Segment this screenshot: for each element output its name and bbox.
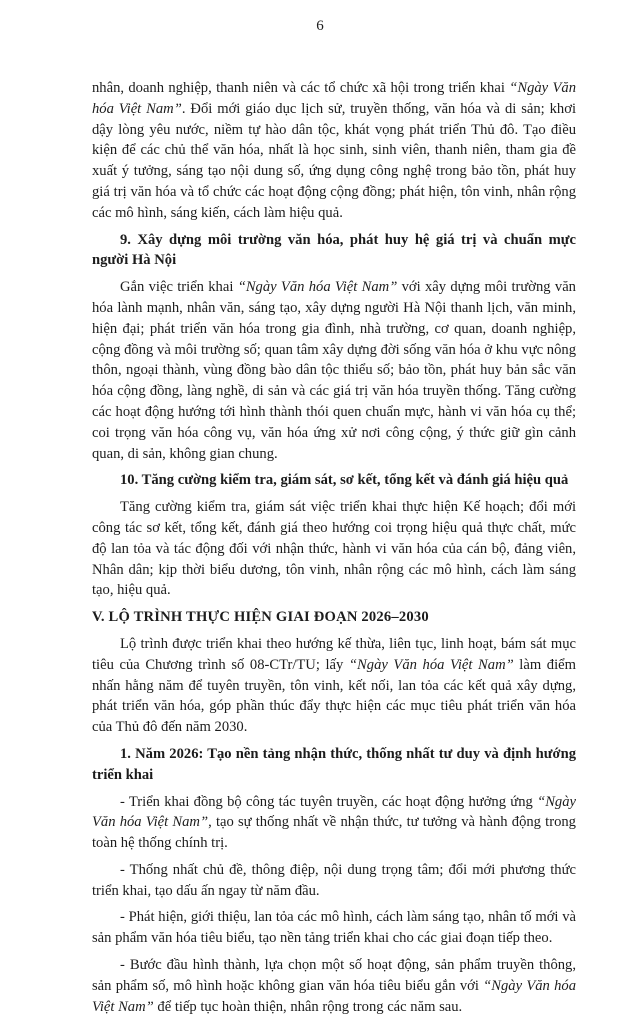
italic-phrase: “Ngày Văn hóa Việt Nam”: [237, 279, 398, 296]
paragraph-text: để tiếp tục hoàn thiện, nhân rộng trong các năm sau.: [153, 998, 463, 1015]
document-body: [92, 78, 576, 1023]
subheading-10: 10. Tăng cường kiểm tra, giám sát, sơ kết, tổng kết và đánh giá hiệu quả: [120, 472, 569, 489]
paragraph: [92, 634, 576, 738]
paragraph-text: . Đổi mới giáo dục lịch sử, truyền thống, văn hóa và di sản; khơi dậy lòng yêu nước, niềm tự hào dân tộc, khát vọng phát triển Thủ đô. Tạo điều kiện để các chủ thể văn hóa, nhất là học sinh, sinh viên, thanh niên, tham gia đề xuất ý tưởng, sáng tạo nội dung số, ứng dụng công nghệ trong bảo tồn, phát huy giá trị văn hóa và tổ chức các hoạt động cộng đồng; phát hiện, tôn vinh, nhân rộng các mô hình, sáng kiến, cách làm hiệu quả.: [92, 100, 577, 221]
paragraph-text: Lộ trình được triển khai theo hướng kế thừa, liên tục, linh hoạt, bám sát mục tiêu của Chương trình số 08-CTr/TU; lấy: [92, 635, 576, 673]
italic-phrase: “Ngày Văn hóa Việt Nam”: [92, 977, 576, 1015]
list-item: - Thống nhất chủ đề, thông điệp, nội dung trọng tâm; đổi mới phương thức triển khai, tạo dấu ấn ngay từ năm đầu.: [92, 861, 576, 899]
paragraph-continuation: [92, 78, 576, 224]
page-number: 6: [316, 18, 324, 34]
list-item: - Phát hiện, giới thiệu, lan tỏa các mô hình, cách làm sáng tạo, nhân tố mới và sản phẩm văn hóa tiêu biểu, tạo nền tảng triển khai cho các giai đoạn tiếp theo.: [92, 909, 576, 947]
italic-phrase: “Ngày Văn hóa Việt Nam”: [92, 80, 577, 117]
paragraph-text: , tạo sự thống nhất về nhận thức, tư tưởng và hành động trong toàn hệ thống chính trị.: [92, 814, 576, 852]
paragraph-text: làm điểm nhấn hằng năm để tuyên truyền, tôn vinh, kết nối, lan tỏa các kết quả xây dựng, phát triển văn hóa, góp phần thúc đẩy thực hiện các mục tiêu phát triển văn hóa của Thủ đô đến năm 2030.: [92, 656, 576, 736]
paragraph: Tăng cường kiểm tra, giám sát việc triển khai thực hiện Kế hoạch; đổi mới công tác sơ kết, tổng kết, đánh giá theo hướng coi trọng hiệu quả thực chất, mức độ lan tỏa và tác động đối với nhận thức, hành vi văn hóa của cán bộ, đảng viên, Nhân dân; kịp thời biểu dương, tôn vinh, nhân rộng các mô hình, cách làm sáng tạo, hiệu quả.: [92, 499, 576, 599]
italic-phrase: “Ngày Văn hóa Việt Nam”: [348, 656, 514, 673]
paragraph-text: - Bước đầu hình thành, lựa chọn một số hoạt động, sản phẩm truyền thông, sản phẩm số, mô hình hoặc không gian văn hóa tiêu biểu gắn với: [92, 957, 576, 994]
paragraph-text: nhân, doanh nghiệp, thanh niên và các tổ chức xã hội trong triển khai: [92, 80, 510, 96]
paragraph: [92, 277, 576, 464]
paragraph-text: Gắn việc triển khai: [120, 279, 238, 296]
section-heading-v: V. LỘ TRÌNH THỰC HIỆN GIAI ĐOẠN 2026–2030: [92, 609, 429, 626]
subheading-year-2026: 1. Năm 2026: Tạo nền tảng nhận thức, thống nhất tư duy và định hướng triển khai: [92, 745, 576, 783]
list-item: [92, 955, 576, 1017]
subheading-9: 9. Xây dựng môi trường văn hóa, phát huy hệ giá trị và chuẩn mực người Hà Nội: [92, 231, 576, 269]
paragraph-text: - Triển khai đồng bộ công tác tuyên truyền, các hoạt động hưởng ứng: [120, 793, 538, 810]
paragraph-text: với xây dựng môi trường văn hóa lành mạnh, nhân văn, sáng tạo, xây dựng người Hà Nội thanh lịch, văn minh, hiện đại; phát triển văn hóa trong gia đình, nhà trường, cơ quan, doanh nghiệp, cộng đồng và môi trường số; quan tâm xây dựng đời sống văn hóa ở khu vực nông thôn, ngoại thành, vùng đồng bào dân tộc thiểu số; bảo tồn, phát huy bản sắc văn hóa cộng đồng, làng nghề, di sản và các giá trị văn hóa truyền thống. Tăng cường các hoạt động hướng tới hình thành thói quen chuẩn mực, hành vi văn hóa cụ thể; coi trọng văn hóa công vụ, văn hóa ứng xử nơi công cộng, ý thức giữ gìn cảnh quan, di sản, không gian chung.: [92, 279, 576, 462]
italic-phrase: “Ngày Văn hóa Việt Nam”: [92, 793, 576, 831]
list-item: [92, 792, 576, 854]
